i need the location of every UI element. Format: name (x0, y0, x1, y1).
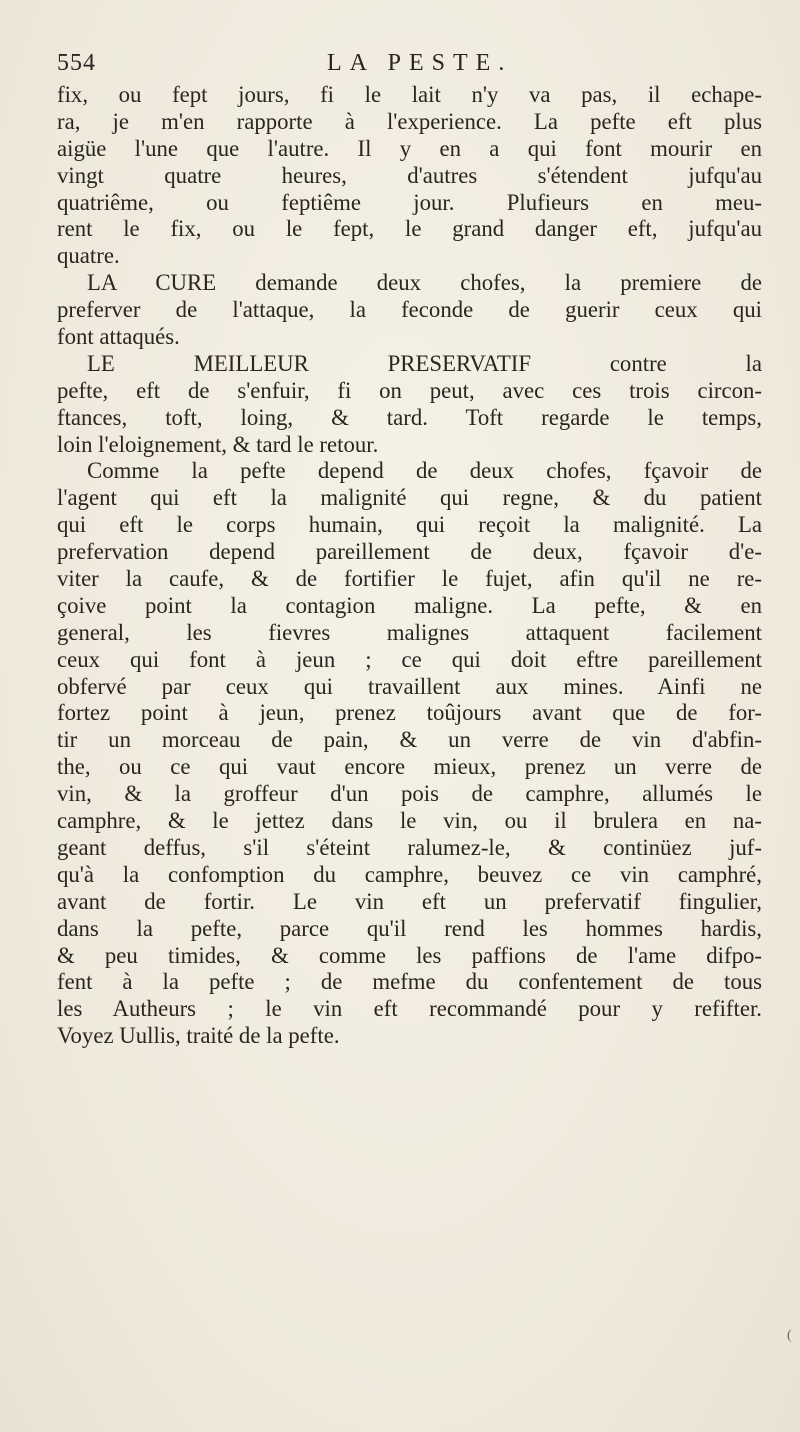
text-line: preferver de l'attaque, la feconde de guerir ceux qui (57, 297, 762, 323)
text-line: loin l'eloignement, & tard le retour. (57, 431, 379, 457)
text-line: rent le fix, ou le fept, le grand danger eft, jufqu'au (57, 216, 762, 242)
page-number: 554 (57, 50, 96, 76)
text-line: ftances, toft, loing, & tard. Toft regarde le temps, (57, 404, 762, 430)
text-line: LA CURE demande deux chofes, la premiere de (87, 270, 762, 296)
text-line: LE MEILLEUR PRESERVATIF contre la (87, 350, 762, 376)
text-line: fix, ou fept jours, fi le lait n'y va pas, il echape- (57, 82, 762, 107)
margin-mark: ( (787, 1328, 792, 1343)
text-line: les Autheurs ; le vin eft recommandé pour y refifter. (57, 996, 762, 1022)
text-line: ra, je m'en rapporte à l'experience. La pefte eft plus (57, 108, 762, 134)
text-line: Voyez Uullis, traité de la pefte. (57, 1023, 340, 1049)
text-line: çoive point la contagion maligne. La pefte, & en (57, 592, 762, 618)
text-line: obfervé par ceux qui travaillent aux mines. Ainfi ne (57, 673, 762, 699)
text-line: camphre, & le jettez dans le vin, ou il brulera en na- (57, 808, 762, 834)
text-line: viter la caufe, & de fortifier le fujet, afin qu'il ne re- (57, 566, 762, 592)
text-line: quatriême, ou feptiême jour. Plufieurs en meu- (57, 189, 762, 215)
text-line: prefervation depend pareillement de deux, fçavoir d'e- (57, 539, 762, 565)
text-line: vingt quatre heures, d'autres s'étendent jufqu'au (57, 162, 762, 188)
text-line: quatre. (57, 243, 120, 269)
text-line: Comme la pefte depend de deux chofes, fçavoir de (87, 458, 762, 484)
text-line: the, ou ce qui vaut encore mieux, prenez un verre de (57, 754, 762, 780)
text-line: pefte, eft de s'enfuir, fi on peut, avec ces trois circon- (57, 377, 762, 403)
text-line: l'agent qui eft la malignité qui regne, & du patient (57, 485, 762, 511)
text-line: geant deffus, s'il s'éteint ralumez-le, & continüez juf- (57, 834, 762, 860)
text-line: font attaqués. (57, 324, 180, 350)
text-line: general, les fievres malignes attaquent facilement (57, 619, 762, 645)
text-line: aigüe l'une que l'autre. Il y en a qui font mourir en (57, 135, 762, 161)
text-line: dans la pefte, parce qu'il rend les hommes hardis, (57, 915, 762, 941)
text-line: qui eft le corps humain, qui reçoit la malignité. La (57, 512, 762, 538)
text-line: & peu timides, & comme les paffions de l'ame difpo- (57, 942, 762, 968)
text-line: vin, & la groffeur d'un pois de camphre, allumés le (57, 781, 762, 807)
running-title: LA PESTE. (327, 50, 513, 76)
text-line: tir un morceau de pain, & un verre de vin d'abfin- (57, 727, 762, 753)
page-header (57, 50, 757, 80)
text-line: avant de fortir. Le vin eft un prefervatif fingulier, (57, 888, 762, 914)
text-line: qu'à la confomption du camphre, beuvez ce vin camphré, (57, 861, 762, 887)
text-line: fortez point à jeun, prenez toûjours avant que de for- (57, 700, 762, 726)
text-line: ceux qui font à jeun ; ce qui doit eftre pareillement (57, 646, 762, 672)
text-line: fent à la pefte ; de mefme du confentement de tous (57, 969, 762, 995)
body-text (57, 82, 762, 1050)
